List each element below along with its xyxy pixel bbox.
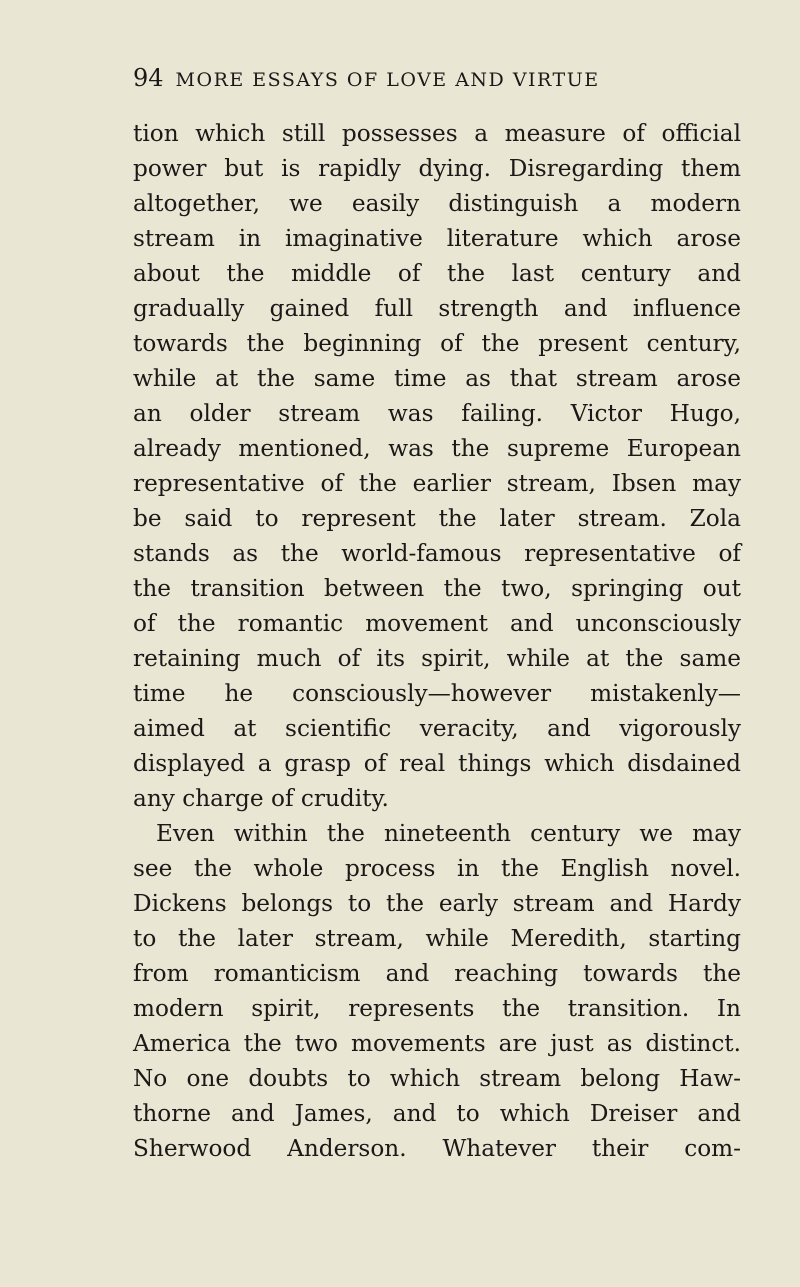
text-line: Even within the nineteenth century we may — [156, 820, 741, 847]
text-line: thorne and James, and to which Dreiser and — [133, 1100, 741, 1127]
text-line: towards the beginning of the present century, — [133, 330, 741, 357]
text-line: displayed a grasp of real things which disdained — [133, 750, 741, 777]
text-line: gradually gained full strength and influence — [133, 295, 741, 322]
running-title: MORE ESSAYS OF LOVE AND VIRTUE — [175, 69, 600, 91]
text-line: see the whole process in the English novel. — [133, 855, 741, 882]
book-page — [133, 64, 741, 1166]
paragraph-2 — [133, 816, 741, 1166]
text-line: already mentioned, was the supreme European — [133, 435, 741, 462]
paragraph-1 — [133, 116, 741, 816]
page-number: 94 — [133, 64, 164, 92]
running-head — [133, 64, 741, 104]
text-line: the transition between the two, springing out — [133, 575, 741, 602]
text-line: time he consciously—however mistakenly— — [133, 680, 741, 707]
text-line: altogether, we easily distinguish a modern — [133, 190, 741, 217]
text-line: No one doubts to which stream belong Haw- — [133, 1065, 741, 1092]
text-line: while at the same time as that stream arose — [133, 365, 741, 392]
text-line: to the later stream, while Meredith, starting — [133, 925, 741, 952]
text-line: representative of the earlier stream, Ibsen may — [133, 470, 741, 497]
text-line: of the romantic movement and unconsciously — [133, 610, 741, 637]
text-line: Dickens belongs to the early stream and Hardy — [133, 890, 741, 917]
text-line: from romanticism and reaching towards the — [133, 960, 741, 987]
text-line: any charge of crudity. — [133, 785, 389, 812]
text-line: tion which still possesses a measure of official — [133, 120, 741, 147]
text-line: an older stream was failing. Victor Hugo, — [133, 400, 741, 427]
text-line: America the two movements are just as distinct. — [133, 1030, 741, 1057]
text-line: Sherwood Anderson. Whatever their com- — [133, 1135, 741, 1162]
text-line: be said to represent the later stream. Zola — [133, 505, 741, 532]
body-text — [133, 116, 741, 1166]
text-line: about the middle of the last century and — [133, 260, 741, 287]
text-line: stands as the world-famous representative of — [133, 540, 741, 567]
text-line: power but is rapidly dying. Disregarding them — [133, 155, 741, 182]
text-line: stream in imaginative literature which arose — [133, 225, 741, 252]
text-line: modern spirit, represents the transition. In — [133, 995, 741, 1022]
text-line: retaining much of its spirit, while at the same — [133, 645, 741, 672]
text-line: aimed at scientific veracity, and vigorously — [133, 715, 741, 742]
